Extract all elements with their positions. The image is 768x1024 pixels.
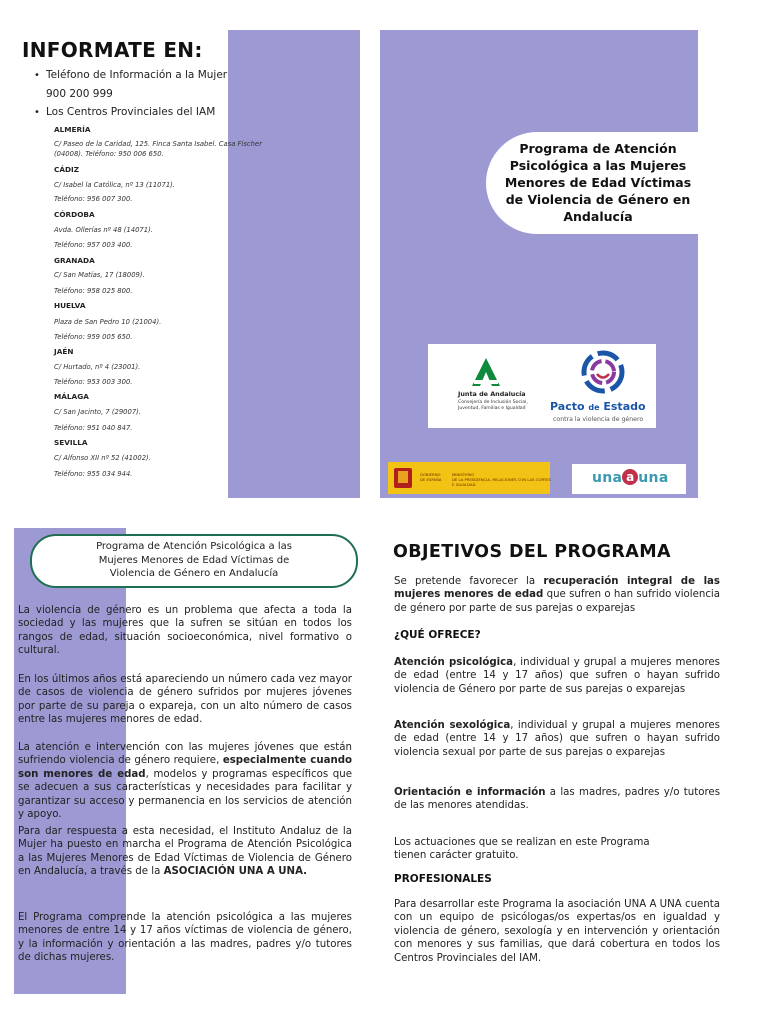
province-phone: Teléfono: 953 003 300. [54, 378, 133, 386]
info-phone-label: Teléfono de Información a la Mujer [46, 69, 228, 81]
una-a-una-logo: una a una [592, 470, 669, 486]
offer-sexological: Atención sexológica, individual y grupal a mujeres menores de edad (entre 14 y 17 años) que sufren o hayan sufrido violencia sexual por parte de sus parejas o exparejas [394, 720, 720, 758]
junta-andalucia-logo-icon [450, 352, 522, 424]
decorative-band-top-left [228, 30, 360, 498]
offer-psychological: Atención psicológica, individual y grupal a mujeres menores de edad (entre 14 y 17 años) que sufren o hayan sufrido violencia de Género por parte de sus parejas o exparejas [394, 657, 720, 695]
junta-subtitle-line: Juventud, Familias e Igualdad [458, 406, 526, 411]
province-name: CÁDIZ [54, 165, 80, 174]
province-address: C/ Hurtado, nº 4 (23001). [54, 363, 141, 371]
free-service-note: Los actuaciones que se realizan en este Programa tienen carácter gratuito. [394, 837, 650, 862]
intro-paragraph-5: El Programa comprende la atención psicológica a las mujeres menores de entre 14 y 17 años víctimas de violencia de género, y la información y orientación a las madres, padres y/o tutores de dichas mujeres. [18, 912, 352, 964]
province-name: JAÉN [54, 347, 74, 356]
province-phone: Teléfono: 956 007 300. [54, 195, 133, 203]
province-address: C/ San Jacinto, 7 (29007). [54, 408, 141, 416]
junta-name: Junta de Andalucía [458, 390, 526, 398]
intro-paragraph-4: Para dar respuesta a esta necesidad, el Instituto Andaluz de la Mujer ha puesto en marcha el Programa de Atención Psicológica a las Mujeres Menores de Edad Víctimas de Violencia de Género en Andalucía, a través de la ASOCIACIÓN UNA A UNA. [18, 826, 352, 878]
intro-paragraph-2: En los últimos años está apareciendo un número cada vez mayor de casos de violencia de género sufridos por mujeres jóvenes por parte de su pareja o expareja, con un alto número de casos entre las mujeres menores de edad. [18, 674, 352, 726]
province-name: SEVILLA [54, 438, 88, 447]
province-address: C/ Alfonso XII nº 52 (41002). [54, 454, 151, 462]
province-name: HUELVA [54, 301, 86, 310]
intro-paragraph-3: La atención e intervención con las mujeres jóvenes que están sufriendo violencia de género requiere, especialmente cuando son menores de edad, modelos y programas específicos que se adecuen a sus características y necesidades para facilitar y garantizar su acceso y permanencia en los servicios de atención y apoyo. [18, 742, 352, 821]
province-name: CÓRDOBA [54, 210, 95, 219]
info-title: INFORMATE EN: [22, 38, 203, 62]
province-address: Plaza de San Pedro 10 (21004). [54, 318, 162, 326]
pacto-de-estado-logo-icon [574, 350, 632, 394]
objectives-title: OBJETIVOS DEL PROGRAMA [393, 542, 671, 562]
pacto-title: Pacto de Estado [550, 400, 646, 413]
province-phone: (04008). Teléfono: 950 006 650. [54, 150, 164, 158]
province-phone: Teléfono: 958 025 800. [54, 287, 133, 295]
cover-title: Programa de Atención Psicológica a las Mujeres Menores de Edad Víctimas de Violencia de Género en Andalucía [504, 141, 692, 224]
info-centers-label: Los Centros Provinciales del IAM [46, 106, 216, 118]
province-address: C/ San Matías, 17 (18009). [54, 271, 145, 279]
province-phone: Teléfono: 957 003 400. [54, 241, 133, 249]
pacto-subtitle: contra la violencia de género [553, 416, 644, 423]
province-name: MÁLAGA [54, 392, 89, 401]
province-name: ALMERÍA [54, 125, 91, 134]
objectives-paragraph: Se pretende favorecer la recuperación integral de las mujeres menores de edad que sufren o han sufrido violencia de género por parte de sus parejas o exparejas [394, 576, 720, 614]
province-phone: Teléfono: 959 005 650. [54, 333, 133, 341]
professionals-heading: PROFESIONALES [394, 873, 492, 885]
intro-paragraph-1: La violencia de género es un problema que afecta a toda la sociedad y las mujeres que la sufren se sitúan en todos los rangos de edad, situación socioeconómica, nivel formativo o cultural. [18, 605, 352, 657]
bullet-icon: • [34, 107, 40, 118]
intro-title: Programa de Atención Psicológica a las Mujeres Menores de Edad Víctimas de Violencia de Género en Andalucía [96, 541, 292, 579]
province-phone: Teléfono: 955 034 944. [54, 470, 133, 478]
province-phone: Teléfono: 951 040 847. [54, 424, 133, 432]
offer-heading: ¿QUÉ OFRECE? [394, 629, 481, 641]
junta-subtitle-line: Consejería de Inclusión Social, [458, 400, 528, 405]
province-address: C/ Paseo de la Caridad, 125. Finca Santa Isabel. Casa Fischer [54, 140, 262, 148]
info-phone-number: 900 200 999 [46, 88, 113, 100]
province-address: Avda. Ollerías nº 48 (14071). [54, 226, 153, 234]
spain-coat-of-arms-icon [392, 465, 414, 491]
offer-orientation: Orientación e información a las madres, padres y/o tutores de las menores atendidas. [394, 787, 720, 812]
gobierno-label: GOBIERNO DE ESPAÑA [420, 472, 442, 482]
province-address: C/ Isabel la Católica, nº 13 (11071). [54, 181, 175, 189]
province-name: GRANADA [54, 256, 95, 265]
professionals-paragraph: Para desarrollar este Programa la asociación UNA A UNA cuenta con un equipo de psicólogas/os expertas/os en igualdad y violencia de género, sexología y en intervención y orientación con menores y sus familias, que dará cobertura en todos los Centros Provinciales del IAM. [394, 899, 720, 964]
ministerio-label: MINISTERIO DE LA PRESIDENCIA, RELACIONES CON LAS CORTES E IGUALDAD [452, 472, 551, 487]
bullet-icon: • [34, 70, 40, 81]
